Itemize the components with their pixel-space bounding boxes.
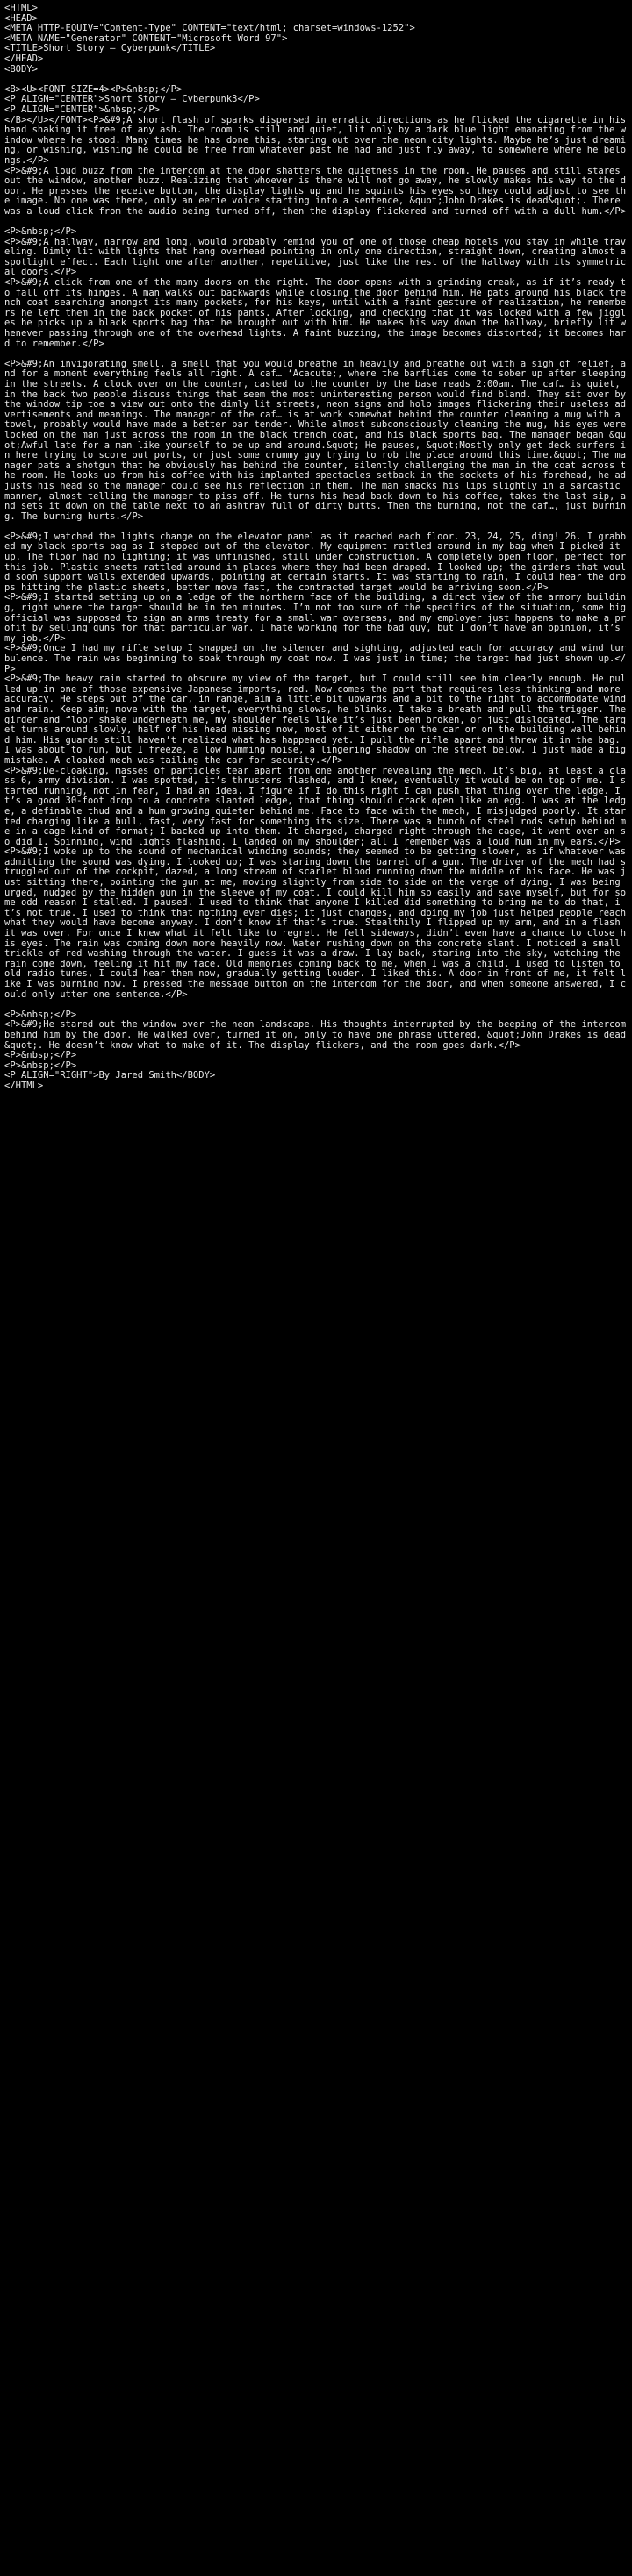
source-line: <P>&#9;A hallway, narrow and long, would probably remind you of one of those cheap hotels you stay in while traveling. Dimly lit with lights that hang overhead pointing in only one direction, straight down, creating almost a spotlight effect. Each light one after another, repetitive, just like the rest of the hallway with its symmetrical doors.</P> — [4, 236, 632, 278]
source-line: <P>&#9;A click from one of the many doors on the right. The door opens with a grinding creak, as if it’s ready to fall off its hinges. A man walks out backwards while closing the door behind him. He pats around his black trench coat searching amongst its many pockets, for his keys, until with a faint gesture of realization, he remembers he left them in the back pocket of his pants. After locking, and checking that it was locked with a few jiggles he picks up a black sports bag that he brought out with him. He makes his way down the hallway, briefly lit whenever passing through one of the overhead lights. A faint buzzing, the image becomes distorted; it becomes hard to remember.</P> — [4, 277, 627, 349]
source-line: <P>&nbsp;</P> — [4, 226, 77, 238]
source-line: <P>&#9;Once I had my rifle setup I snapped on the silencer and sighting, adjusted each for accuracy and wind turbulence. The rain was beginning to soak through my coat now. I was just in time; the target had just shown up.</P> — [4, 643, 627, 674]
source-line: <BODY> — [4, 63, 38, 75]
source-line: <META HTTP-EQUIV="Content-Type" CONTENT="text/html; charset=windows-1252"> — [4, 23, 415, 34]
source-line: <P>&#9;De-cloaking, masses of particles tear apart from one another revealing the mech. It’s big, at least a class 6, army division. I was spotted, it’s thrusters flashed, and I knew, eventually it would be on top of me. I started running, not in fear, I had an idea. I figure if I do this right I can push that thing over the ledge. It’s a good 30-foot drop to a concrete slanted ledge, that thing should crack open like an egg. I was at the ledge, a definable thud and a hum growing quieter behind me. Face to face with the mech, I misjudged poorly. It started charging like a bull, fast, very fast for something its size. There was a bunch of steel rods setup behind me in a cage kind of format; I backed up into them. It charged, charged right through the cage, it went over an so did I. Spinning, wind lights flashing. I landed on my shoulder; all I remember was a loud hum in my ears.</P> — [4, 765, 627, 847]
source-line: <P>&nbsp;</P> — [4, 1060, 77, 1071]
source-line: <HEAD> — [4, 12, 38, 24]
source-line: <HTML> — [4, 3, 38, 13]
source-line: <P>&#9;A loud buzz from the intercom at the door shatters the quietness in the room. He pauses and still stares out the window, another buzz. Realizing that whoever is there will not go away, he slowly makes his way to the door. He presses the receive button, the display lights up and he squints his eyes so they could adjust to see the image. No one was there, only an eerie voice starting into a sentence, &quot;John Drakes is dead&quot;. There was a loud click from the audio being turned off, then the display flickered and turned off with a dull hum.</P> — [4, 165, 627, 217]
source-line-blank — [4, 217, 628, 227]
source-line: <P>&nbsp;</P> — [4, 1009, 77, 1020]
source-line: <P>&#9;An invigorating smell, a smell that you would breathe in heavily and breathe out with a sigh of relief, and for a moment everything feels all right. A caf… ‘Acacute;, where the barflies come to sober up after sleeping in the streets. A clock over on the counter, casted to the counter by the base reads 2:00am. The caf… is quiet, in the back two people discuss things that seem the most uninteresting person would find bland. They sit over by the window tip toe a view out onto the dimly lit streets, neon signs and holo images flickering their useless advertisements and meanings. The manager of the caf… is at work somewhat behind the counter cleaning a mug with a towel, probably would have made a better bar tender. While almost subconsciously cleaning the mug, his eyes were locked on the man just across the room in the black trench coat, and his black sports bag. The manager began &quot;Awful late for a man like yourself to be up and around.&quot; He pauses, &quot;Mostly only get deck surfers in here trying to score out ports, or just some crummy guy trying to rob the place around this time.&quot; The manager pats a shotgun that he obviously has behind the counter, silently challenging the man in the coat across the room. He looks up from his coffee with his implanted spectacles setback in the sockets of his forehead, he adjusts his head so the manager could see his reflection in them. The man smacks his lips slightly in a sarcastic manner, almost telling the manager to piss off. He turns his head back down to his coffee, takes the last sip, and sets it down on the table next to an ashtray full of dirty butts. Then the burning, not the caf…, just burning. The burning hurts.</P> — [4, 358, 632, 522]
html-source-text — [0, 0, 632, 1095]
source-line-blank — [4, 1000, 628, 1010]
source-line: <P>&#9;The heavy rain started to obscure my view of the target, but I could still see him clearly enough. He pulled up in one of those expensive Japanese imports, red. Now comes the part that requires less thinking and more accuracy. He steps out of the car, in range, aim a little bit upwards and a bit to the right to accommodate wind and rain. Keep aim; move with the target, everything slows, he blinks. I take a breath and pull the trigger. The girder and floor shake underneath me, my shoulder feels like it’s just been broken, or just dislocated. The target turns around slowly, half of his head missing now, most of it either on the car or on the building wall behind him. His guards still haven’t realized what has happened yet. I pull the rifle apart and threw it in the bag. I was about to run, but I freeze, a low humming noise, a lingering shadow on the street below. I just made a big mistake. A cloaked mech was tailing the car for security.</P> — [4, 674, 632, 766]
source-line: <P ALIGN="CENTER">&nbsp;</P> — [4, 103, 161, 115]
source-line: <P>&#9;I started setting up on a ledge of the northern face of the building, a direct view of the armory building, right where the target should be in ten minutes. I’m not too sure of the specifics of the situation, some big official was supposed to sign an arms treaty for a small war overseas, and my employer just happens to make a profit by selling guns for that particular war. I hate working for the bad guy, but I don’t have an opinion, it’s my job.</P> — [4, 592, 632, 644]
source-line: <P>&nbsp;</P> — [4, 1050, 77, 1061]
source-line: </HEAD> — [4, 53, 44, 64]
source-line: <P ALIGN="CENTER">Short Story – Cyberpunk3</P> — [4, 94, 260, 105]
source-line-blank — [4, 75, 628, 85]
source-line: </HTML> — [4, 1080, 44, 1091]
source-line: <META NAME="Generator" CONTENT="Microsoft Word 97"> — [4, 32, 288, 44]
source-line: <P ALIGN="RIGHT">By Jared Smith</BODY> — [4, 1070, 216, 1081]
source-line: <B><U><FONT SIZE=4><P>&nbsp;</P> — [4, 83, 183, 95]
source-line: <TITLE>Short Story – Cyberpunk</TITLE> — [4, 43, 216, 54]
source-line: <P>&#9;He stared out the window over the neon landscape. His thoughts interrupted by the beeping of the intercom behind him by the door. He walked over, turned it on, only to have one phrase uttered, &quot;John Drakes is dead&quot;. He doesn’t know what to make of it. The display flickers, and the room goes dark.</P> — [4, 1019, 632, 1051]
source-line: <P>&#9;I woke up to the sound of mechanical winding sounds; they seemed to be getting slower, as if whatever was admitting the sound was dying. I looked up; I was staring down the barrel of a gun. The driver of the mech had struggled out of the cockpit, dazed, a long stream of scarlet blood running down the middle of his face. He was just sitting there, pointing the gun at me, moving slightly from side to side on the verge of dying. I was being urged, nudged by the hidden gun in the sleeve of my coat. I could kill him so easily and save myself, but for some odd reason I stalled. I paused. I used to think that anyone I killed did something to bring me to do that, it’s not true. I used to think that nothing ever dies; it just changes, and doing my job just helped people reach what they would have become anyway. I don’t know if that’s true. Stealthily I flipped up my arm, and in a flash it was over. For once I knew what it felt like to regret. He fell sideways, didn’t even have a chance to close his eyes. The rain was coming down more heavily now. Water rushing down on the concrete slant. I noticed a small trickle of red washing through the water. I guess it was a draw. I lay back, staring into the sky, watching the rain come down, feeling it hit my face. Old memories coming back to me, when I was a child, I used to listen to old radio tunes, I could hear them now, gradually getting louder. I liked this. A door in front of me, it felt like I was burning now. I pressed the message button on the intercom for the door, and when someone answered, I could only utter one sentence.</P> — [4, 846, 632, 1000]
source-line: <P>&#9;I watched the lights change on the elevator panel as it reached each floor. 23, 24, 25, ding! 26. I grabbed my black sports bag as I stepped out of the elevator. My equipment rattled around in my bag when I picked it up. The floor had no lighting; it was unfinished, still under construction. A completely open floor, perfect for this job. Plastic sheets rattled around in places where they had been draped. I looked up; the girders that would soon support walls extended upwards, pointing at certain starts. It was starting to rain, I could hear the drops hitting the plastic sheets, better move fast, the contracted target would be arriving soon.</P> — [4, 531, 632, 593]
source-line: </B></U></FONT><P>&#9;A short flash of sparks dispersed in erratic directions as he flicked the cigarette in his hand shaking it free of any ash. The room is still and quiet, lit only by a dark blue light emanating from the window where he stood. Many times he has done this, staring out over the neon city lights. Maybe he’s just dreaming, or wishing, wishing he could be free from whatever past he had and just fly away, to somewhere where he belongs.</P> — [4, 114, 632, 166]
